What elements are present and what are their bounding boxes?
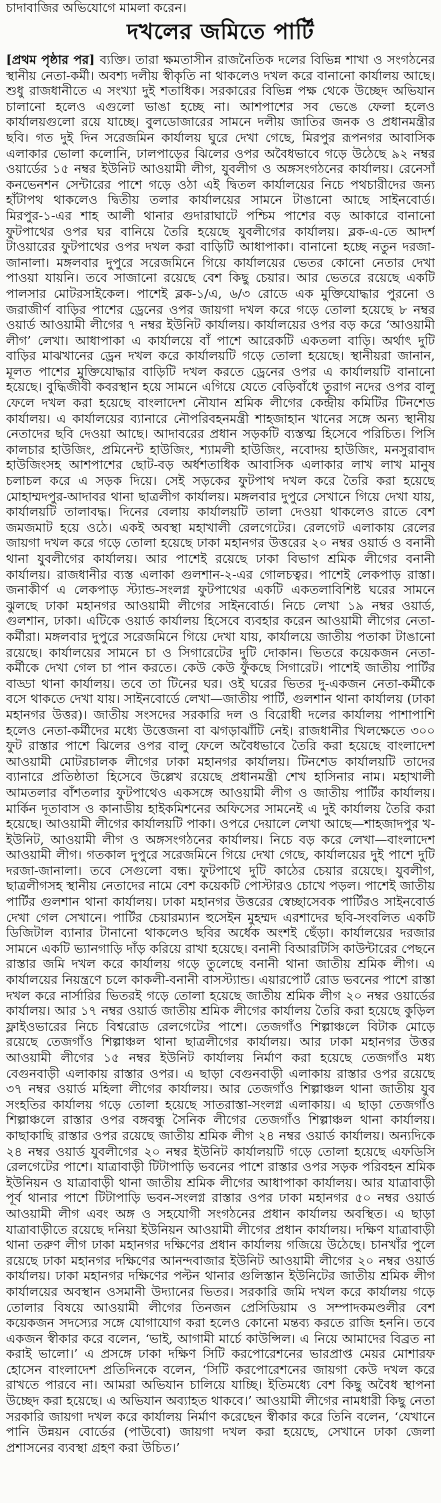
- article-body: [6, 52, 435, 1502]
- article-headline: দখলের জমিতে পার্টি: [126, 19, 315, 45]
- continuation-tag: [প্রথম পৃষ্ঠার পর]: [6, 52, 100, 67]
- article-text: ব্যক্তি। তারা ক্ষমতাসীন রাজনৈতিক দলের বিভিন্ন শাখা ও সংগঠনের স্থানীয় নেতা-কর্মী। অবশ্য দলীয় স্বীকৃতি না থাকলেও দখল করে বানানো কার্যালয় আছে। শুধু রাজধানীতে এ সংখ্যা দুই শতাধিক। সরকারের বিভিন্ন পক্ষ থেকে উচ্ছেদ অভিযান চালানো হলেও এগুলো ভাঙা হচ্ছে না। আশপাশের সব ভেঙে ফেলা হলেও কার্যালয়গুলো রয়ে যাচ্ছে। বুলডোজারের সামনে দলীয় জাতির জনক ও প্রধানমন্ত্রীর ছবি। গত দুই দিন সরেজমিন কার্যালয় ঘুরে দেখা গেছে, মিরপুর রূপনগর আবাসিক এলাকার ভোলা কলোনি, ঢালপাড়ের ঝিলের ওপর অবৈধভাবে গড়ে উঠেছে ৯২ নম্বর ওয়ার্ডের ১৫ নম্বর ইউনিট আওয়ামী লীগ, যুবলীগ ও অঙ্গসংগঠনের কার্যালয়। রেনেসাঁ কনভেনশন সেন্টারের পাশে গড়ে ওঠা এই দ্বিতল কার্যালয়ের নিচে পথচারীদের জন্য হাঁটাপথ থাকলেও দ্বিতীয় তলার কার্যালয়ের সামনে টাঙানো আছে সাইনবোর্ড। মিরপুর-১-এর শাহ আলী থানার গুদারাঘাটে পশ্চিম পাশের বড় আকারে বানানো ফুটপাথের ওপর ঘর বানিয়ে তৈরি হয়েছে যুবলীগের কার্যালয়। ব্লক-এ-তে আদর্শ টাওয়ারের ফুটপাথের ওপর দখল করা বাড়িটি আধাপাকা। বানানো হচ্ছে নতুন দরজা-জানালা। মঙ্গলবার দুপুরে সরেজমিনে গিয়ে কার্যালয়ের ভেতর কোনো নেতার দেখা পাওয়া যায়নি। তবে সাজানো রয়েছে বেশ কিছু চেয়ার। আর ভেতরে রয়েছে একটি পালসার মোটরসাইকেল। পাশেই ব্লক-১/এ, ৬/৩ রোডে এক মুক্তিযোদ্ধার পুরনো ও জরাজীর্ণ বাড়ির পাশের ড্রেনের ওপর জায়গা দখল করে গড়ে তোলা হয়েছে ৮ নম্বর ওয়ার্ড আওয়ামী লীগের ৭ নম্বর ইউনিট কার্যালয়। কার্যালয়ের ওপর বড় করে ‘আওয়ামী লীগ’ লেখা। আধাপাকা এ কার্যালয়ে বাঁ পাশে আরেকটি একতলা বাড়ি। অর্থাৎ দুটি বাড়ির মাঝখানের ড্রেন দখল করে কার্যালয়টি গড়ে তোলা হয়েছে। স্থানীয়রা জানান, মূলত পাশের মুক্তিযোদ্ধার বাড়িটি দখল করতে ড্রেনের ওপর এ কার্যালয়টি বানানো হয়েছে। বুদ্ধিজীবী কবরস্থান হয়ে সামনে এগিয়ে যেতে বেড়িবাঁধে তুরাগ নদের ওপর বালু ফেলে দখল করা হয়েছে বাংলাদেশ নৌযান শ্রমিক লীগের কেন্দ্রীয় কমিটির টিনশেড কার্যালয়। এ কার্যালয়ের ব্যানারে নৌপরিবহনমন্ত্রী শাহজাহান খানের সঙ্গে অন্য স্থানীয় নেতাদের ছবি দেওয়া আছে। আদাবরের প্রধান সড়কটি ব্যস্তত্ম হিসেবে পরিচিত। পিসি কালচার হাউজিং, প্রমিনেন্ট হাউজিং, শ্যামলী হাউজিং, নবোদয় হাউজিং, মনসুরাবাদ হাউজিংসহ আশপাশের ছোট-বড় অর্ধশতাধিক আবাসিক এলাকার লাখ লাখ মানুষ চলাচল করে এ সড়ক দিয়ে। সেই সড়কের ফুটপাথ দখল করে তৈরি করা হয়েছে মোহাম্মদপুর-আদাবর থানা ছাত্রলীগ কার্যালয়। মঙ্গলবার দুপুরে সেখানে গিয়ে দেখা যায়, কার্যালয়টি তালাবদ্ধ। দিনের বেলায় কার্যালয়টি তালা দেওয়া থাকলেও রাতে বেশ জমজমাট হয়ে ওঠে। একই অবস্থা মহাখালী রেলগেটের। রেলগেট এলাকায় রেলের জায়গা দখল করে গড়ে তোলা হয়েছে ঢাকা মহানগর উত্তরের ২০ নম্বর ওয়ার্ড ও বনানী থানা যুবলীগের কার্যালয়। আর পাশেই রয়েছে ঢাকা বিভাগ শ্রমিক লীগের বনানী কার্যালয়। রাজধানীর ব্যস্ত এলাকা গুলশান-২-এর গোলচত্বর। পাশেই লেকপাড় রাস্তা। জনাকীর্ণ এ লেকপাড় স্ট্যান্ড-সংলগ্ন ফুটপাথের একটি একতলাবিশিষ্ট ঘরের সামনে ঝুলছে ঢাকা মহানগর আওয়ামী লীগের সাইনবোর্ড। নিচে লেখা ১৯ নম্বর ওয়ার্ড, গুলশান, ঢাকা। এটিকে ওয়ার্ড কার্যালয় হিসেবে ব্যবহার করেন আওয়ামী লীগের নেতা-কর্মীরা। মঙ্গলবার দুপুরে সরেজমিনে গিয়ে দেখা যায়, কার্যালয়ে জাতীয় পতাকা টাঙানো রয়েছে। কার্যালয়ের সামনে চা ও সিগারেটের দুটি দোকান। ভিতরে কয়েকজন নেতা-কর্মীকে দেখা গেল চা পান করতে। কেউ কেউ ফুঁকছে সিগারেট। পাশেই জাতীয় পার্টির বাড্ডা থানা কার্যালয়। তবে তা টিনের ঘর। ওই ঘরের ভিতর দু-একজন নেতা-কর্মীকে বসে থাকতে দেখা যায়। সাইনবোর্ডে লেখা—জাতীয় পার্টি, গুলশান থানা কার্যালয় (ঢাকা মহানগর উত্তর)। জাতীয় সংসদের সরকারি দল ও বিরোধী দলের কার্যালয় পাশাপাশি হলেও নেতা-কর্মীদের মধ্যে উত্তেজনা বা ঝগড়াঝাঁটি নেই। রাজধানীর খিলক্ষেতে ৩০০ ফুট রাস্তার পাশে ঝিলের ওপর বালু ফেলে অবৈধভাবে তৈরি করা হয়েছে বাংলাদেশ আওয়ামী মোটরচালক লীগের ঢাকা মহানগর কার্যালয়। টিনশেড কার্যালয়টি তাদের ব্যানারে প্রতিষ্ঠাতা হিসেবে উল্লেখ রয়েছে প্রধানমন্ত্রী শেখ হাসিনার নাম। মহাখালী আমতলার বাঁশতলার ফুটপাথেও একসঙ্গে আওয়ামী লীগ ও জাতীয় পার্টির কার্যালয়। মার্কিন দূতাবাস ও কানাডীয় হাইকমিশনের অফিসের সামনেই এ দুই কার্যালয় তৈরি করা হয়েছে। আওয়ামী লীগের কার্যালয়টি পাকা। ওপরে দেয়ালে লেখা আছে—শাহজাদপুর খ-ইউনিট, আওয়ামী লীগ ও অঙ্গসংগঠনের কার্যালয়। নিচে বড় করে লেখা—বাংলাদেশ আওয়ামী লীগ। গতকাল দুপুরে সরেজমিনে গিয়ে দেখা গেছে, কার্যালয়ের দুই পাশে দুটি দরজা-জানালা। তবে সেগুলো বন্ধ। ফুটপাথে দুটি কাঠের চেয়ার রয়েছে। যুবলীগ, ছাত্রলীগসহ স্থানীয় নেতাদের নামে বেশ কয়েকটি পোস্টারও চোখে পড়ল। পাশেই জাতীয় পার্টির গুলশান থানা কার্যালয়। ঢাকা মহানগর উত্তরের স্বেচ্ছাসেবক পার্টিরও সাইনবোর্ড দেখা গেল সেখানে। পার্টির চেয়ারম্যান হুসেইন মুহম্মদ এরশাদের ছবি-সংবলিত একটি ডিজিটাল ব্যানার টানানো থাকলেও ছবির অর্ধেক অংশই ছেঁড়া। কার্যালয়ের দরজার সামনে একটি ভ্যানগাড়ি দাঁড় করিয়ে রাখা হয়েছে। বনানী বিআরটিসি কাউন্টারের পেছনে রাস্তার জমি দখল করে কার্যালয় গড়ে তুলেছে বনানী থানা জাতীয় শ্রমিক লীগ। এ কার্যালয়ের নিয়ন্ত্রণে চলে কাকলী-বনানী বাসস্ট্যান্ড। এয়ারপোর্ট রোড ভবনের পাশে রাস্তা দখল করে নার্সারির ভিতরই গড়ে তোলা হয়েছে জাতীয় শ্রমিক লীগ ২০ নম্বর ওয়ার্ডের কার্যালয়। আর ১৭ নম্বর ওয়ার্ড জাতীয় শ্রমিক লীগের কার্যালয় তৈরি করা হয়েছে কুড়িল ফ্লাইওভারের নিচে বিশ্বরোড রেলগেটের পাশে। তেজগাঁও শিল্পাঞ্চলে বিটাক মোড়ে রয়েছে তেজগাঁও শিল্পাঞ্চল থানা ছাত্রলীগের কার্যালয়। আর ঢাকা মহানগর উত্তর আওয়ামী লীগের ১৫ নম্বর ইউনিট কার্যালয় নির্মাণ করা হয়েছে তেজগাঁও মধ্য বেগুনবাড়ী এলাকায় রাস্তার ওপর। এ ছাড়া বেগুনবাড়ী এলাকায় রাস্তার ওপর রয়েছে ৩৭ নম্বর ওয়ার্ড মহিলা লীগের কার্যালয়। আর তেজগাঁও শিল্পাঞ্চল থানা জাতীয় যুব সংহতির কার্যালয় গড়ে তোলা হয়েছে সাতরাস্তা-সংলগ্ন এলাকায়। এ ছাড়া তেজগাঁও শিল্পাঞ্চলে রাস্তার ওপর বঙ্গবন্ধু সৈনিক লীগের তেজগাঁও শিল্পাঞ্চল থানা কার্যালয়। কাছাকাছি রাস্তার ওপর রয়েছে জাতীয় শ্রমিক লীগ ২৪ নম্বর ওয়ার্ড কার্যালয়। অন্যদিকে ২৪ নম্বর ওয়ার্ড যুবলীগের ২০ নম্বর ইউনিট কার্যালয়টি গড়ে তোলা হয়েছে এফডিসি রেলগেটের পাশে। যাত্রাবাড়ী টিটাপাড়ি ভবনের পাশে রাস্তার ওপর সড়ক পরিবহন শ্রমিক ইউনিয়ন ও যাত্রাবাড়ী থানা জাতীয় শ্রমিক লীগের আধাপাকা কার্যালয়। আর যাত্রাবাড়ী পূর্ব থানার পাশে টিটাপাড়ি ভবন-সংলগ্ন রাস্তার ওপর ঢাকা মহানগর ৫০ নম্বর ওয়ার্ড আওয়ামী লীগ এবং অঙ্গ ও সহযোগী সংগঠনের প্রধান কার্যালয় অবস্থিত। এ ছাড়া যাত্রাবাড়ীতে রয়েছে দনিয়া ইউনিয়ন আওয়ামী লীগের প্রধান কার্যালয়। দক্ষিণ যাত্রাবাড়ী থানা তরুণ লীগ ঢাকা মহানগর দক্ষিণের প্রধান কার্যালয় গজিয়ে উঠেছে। চানখাঁর পুলে রয়েছে ঢাকা মহানগর দক্ষিণের আনন্দবাজার ইউনিট আওয়ামী লীগের ২০ নম্বর ওয়ার্ড কার্যালয়। ঢাকা মহানগর দক্ষিণের পল্টন থানার গুলিস্তান ইউনিটের জাতীয় শ্রমিক লীগ কার্যালয়ের অবস্থান ওসমানী উদ্যানের ভিতর। সরকারি জমি দখল করে কার্যালয় গড়ে তোলার বিষয়ে আওয়ামী লীগের তিনজন প্রেসিডিয়াম ও সম্পাদকমণ্ডলীর বেশ কয়েকজন সদস্যের সঙ্গে যোগাযোগ করা হলেও কোনো মন্তব্য করতে রাজি হননি। তবে একজন স্বীকার করে বলেন, ‘ভাই, আগামী মার্চে কাউন্সিল। এ নিয়ে আমাদের বিব্রত না করাই ভালো।’ এ প্রসঙ্গে ঢাকা দক্ষিণ সিটি করপোরেশনের ভারপ্রাপ্ত মেয়র মোশারফ হোসেন বাংলাদেশ প্রতিদিনকে বলেন, ‘সিটি করপোরেশনের জায়গা কেউ দখল করে রাখতে পারবে না। আমরা অভিযান চালিয়ে যাচ্ছি। ইতিমধ্যে বেশ কিছু অবৈধ স্থাপনা উচ্ছেদ করা হয়েছে। এ অভিযান অব্যাহত থাকবে।’ আওয়ামী লীগের নামধারী কিছু নেতা সরকারি জায়গা দখল করে কার্যালয় নির্মাণ করেছেন স্বীকার করে তিনি বলেন, ‘যেখানে পানি উন্নয়ন বোর্ডের (পাউবো) জায়গা দখল করা হয়েছে, সেখানে ঢাকা জেলা প্রশাসনের ব্যবস্থা গ্রহণ করা উচিত।’: [6, 52, 435, 1455]
- previous-article-ending: চাদাবাজির অভিযোগে মামলা করেন।: [6, 0, 187, 15]
